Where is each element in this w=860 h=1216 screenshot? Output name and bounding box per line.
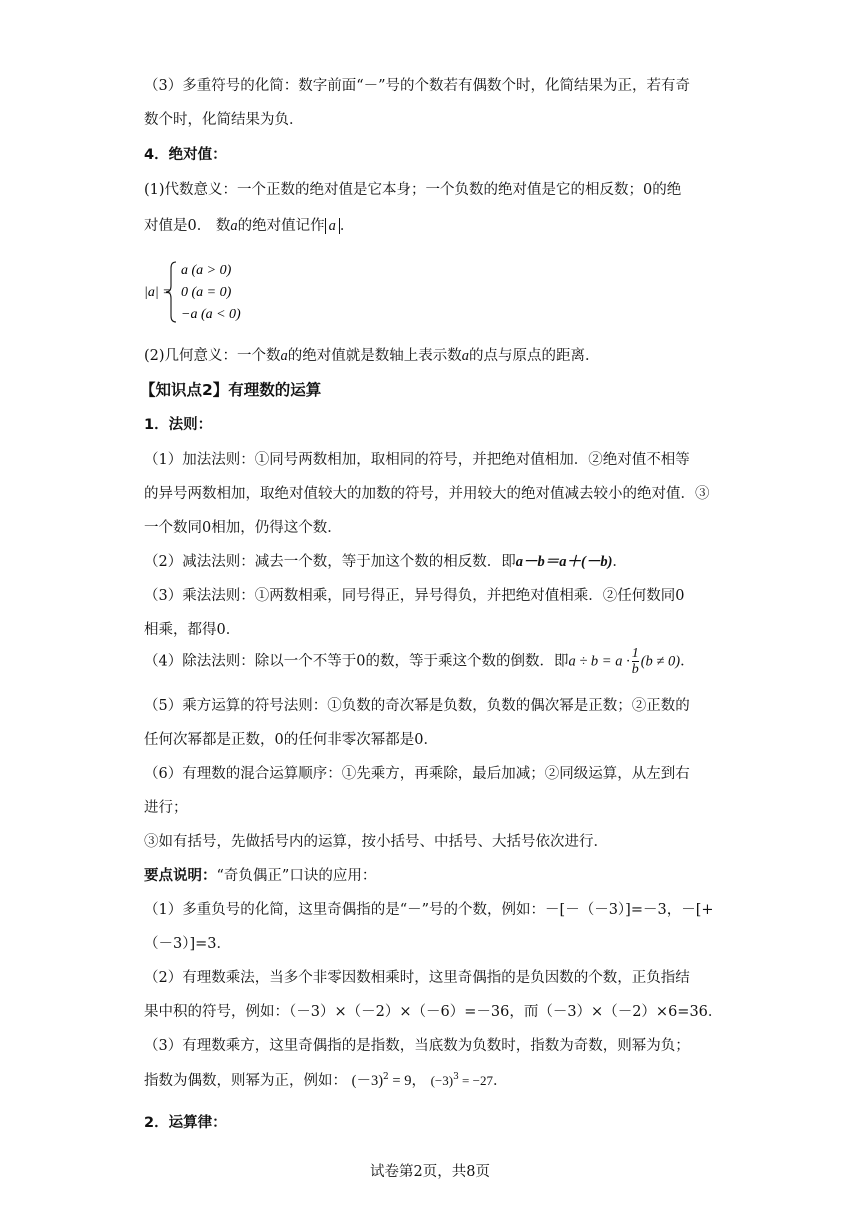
text-line [144, 864, 376, 885]
var-a: a [230, 218, 238, 234]
text-line: 果中积的符号，例如：（－3）×（－2）×（－6）=－36，而（－3）×（－2）×6=36． [144, 1004, 723, 1020]
text-line: （2）有理数乘法，当多个非零因数相乘时，这里奇偶指的是负因数的个数，正负指结 [144, 970, 690, 986]
section-heading-laws: 2．运算律： [144, 1115, 227, 1131]
text-line: （3）多重符号的化简：数字前面“－”号的个数若有偶数个时，化简结果为正，若有奇 [144, 78, 691, 94]
text-line [144, 646, 695, 677]
text-span: 的绝对值记作 [237, 218, 325, 234]
text-line: 进行； [144, 800, 188, 816]
text-line: 相乘，都得0． [144, 622, 241, 638]
section-heading-rules: 1．法则： [144, 417, 213, 433]
power-base-1: (－3) [351, 1073, 384, 1089]
text-span: 指数为偶数，则幂为正，例如： [144, 1073, 347, 1089]
text-span: “奇负偶正”口诀的应用： [216, 868, 377, 884]
text-span: （2）减法法则：减去一个数，等于加这个数的相反数．即 [144, 554, 516, 570]
text-line: 任何次幂都是正数，0的任何非零次幂都是0． [144, 732, 438, 748]
text-span: 的点与原点的距离． [469, 348, 600, 364]
key-point-label: 要点说明： [144, 868, 217, 884]
text-span: ， [411, 1073, 426, 1089]
piecewise-row-1: a (a > 0) [181, 263, 232, 278]
text-line: 数个时，化简结果为负． [144, 112, 304, 128]
text-line [144, 550, 627, 571]
power-result-2: = −27 [458, 1073, 493, 1088]
exponent-2: 3 [453, 1072, 459, 1083]
text-line: （1）加法法则：①同号两数相加，取相同的符号，并把绝对值相加．②绝对值不相等 [144, 452, 690, 468]
text-span: 对值是0． 数 [144, 218, 231, 234]
text-line: （1）多重负号的化简，这里奇偶指的是“－”号的个数，例如：－[－（－3）]=－3，－[+ [144, 902, 714, 918]
page-footer: 试卷第2页，共8页 [370, 1164, 490, 1180]
text-line: ③如有括号，先做括号内的运算，按小括号、中括号、大括号依次进行． [144, 834, 608, 850]
piecewise-row-2: 0 (a = 0) [181, 285, 232, 300]
division-formula: a ÷ b = a · [568, 653, 630, 670]
text-line: （3）有理数乘方，这里奇偶指的是指数，当底数为负数时，指数为奇数，则幂为负； [144, 1038, 690, 1054]
subtraction-formula: a－b＝a＋(－b) [515, 554, 613, 570]
text-line [144, 344, 600, 365]
text-line: 一个数同0相加，仍得这个数． [144, 520, 342, 536]
power-base-2: (−3) [430, 1073, 454, 1088]
fraction-numerator: 1 [631, 646, 639, 661]
text-span: ． [612, 554, 627, 570]
piecewise-lhs: |a| = [144, 285, 172, 300]
reciprocal-fraction [632, 646, 639, 677]
abs-a-notation: a [325, 218, 340, 234]
text-span: 的绝对值就是数轴上表示数 [287, 348, 462, 364]
text-span: ． [492, 1073, 508, 1089]
text-line: （－3）]=3． [144, 936, 232, 952]
piecewise-row-3: −a (a < 0) [181, 307, 241, 322]
division-condition: (b ≠ 0) [640, 653, 681, 670]
abs-value-piecewise [144, 258, 284, 326]
text-line: （6）有理数的混合运算顺序：①先乘方，再乘除，最后加减；②同级运算，从左到右 [144, 766, 690, 782]
text-line: 的异号两数相加，取绝对值较大的加数的符号，并用较大的绝对值减去较小的绝对值．③ [144, 486, 710, 502]
power-result-1: = 9 [388, 1073, 412, 1089]
var-a: a [280, 348, 288, 364]
text-span: ． [339, 218, 355, 234]
text-span: ． [680, 653, 695, 670]
knowledge-point-2-heading: 【知识点2】有理数的运算 [140, 381, 322, 399]
var-a: a [461, 348, 470, 364]
text-line: (1)代数意义：一个正数的绝对值是它本身；一个负数的绝对值是它的相反数；0的绝 [144, 182, 682, 198]
fraction-denominator: b [631, 662, 639, 677]
text-line [144, 214, 354, 235]
exponent-1: 2 [383, 1072, 389, 1083]
text-span: （4）除法法则：除以一个不等于0的数，等于乘这个数的倒数．即 [144, 653, 569, 670]
piecewise-formula [144, 258, 284, 326]
section-heading-absolute-value: 4．绝对值： [144, 147, 227, 163]
text-line: （3）乘法法则：①两数相乘，同号得正，异号得负，并把绝对值相乘．②任何数同0 [144, 588, 685, 604]
text-line [144, 1069, 507, 1090]
text-span: (2)几何意义：一个数 [144, 348, 281, 364]
text-line: （5）乘方运算的符号法则：①负数的奇次幂是负数，负数的偶次幂是正数；②正数的 [144, 698, 690, 714]
